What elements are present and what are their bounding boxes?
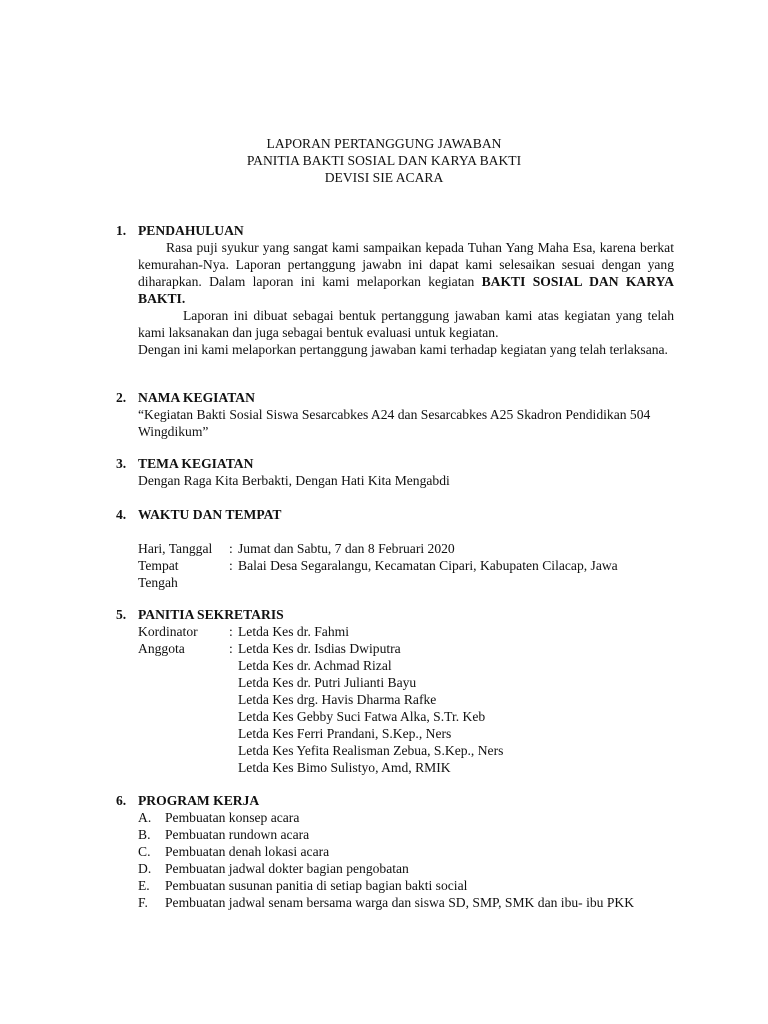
program-item-letter: C. bbox=[138, 844, 151, 859]
section-number: 4. bbox=[116, 507, 127, 522]
section-heading bbox=[116, 506, 676, 523]
hari-tanggal-label: Hari, Tanggal bbox=[138, 541, 213, 556]
paragraph-1 bbox=[138, 239, 674, 307]
paragraph-1-text: Rasa puji syukur yang sangat kami sampaikan kepada Tuhan Yang Maha Esa, karena berkat kemurahan-Nya. Laporan pertanggung jawabn ini dapat kami selesaikan sesuai dengan yang diharapkan. Dalam laporan ini kami melaporkan kegiatan bbox=[138, 240, 674, 289]
program-item-text: Pembuatan konsep acara bbox=[165, 810, 300, 825]
program-item bbox=[138, 860, 674, 877]
program-item-letter: A. bbox=[138, 810, 152, 825]
kordinator-value: Letda Kes dr. Fahmi bbox=[238, 624, 349, 639]
title-line-1: LAPORAN PERTANGGUNG JAWABAN bbox=[266, 136, 502, 151]
paragraph-1-bold: BAKTI SOSIAL DAN KARYA BAKTI. bbox=[138, 274, 674, 306]
tempat-value: Balai Desa Segaralangu, Kecamatan Cipari, Kabupaten Cilacap, Jawa bbox=[238, 558, 618, 573]
tempat-row bbox=[138, 557, 674, 574]
section-title: TEMA KEGIATAN bbox=[138, 456, 254, 471]
section-panitia bbox=[116, 606, 676, 776]
anggota-item: Letda Kes Gebby Suci Fatwa Alka, S.Tr. Keb bbox=[238, 709, 486, 724]
document-title bbox=[0, 135, 768, 186]
section-heading bbox=[116, 222, 676, 239]
anggota-row bbox=[138, 640, 674, 776]
hari-tanggal-colon: : bbox=[229, 541, 233, 556]
section-heading bbox=[116, 606, 676, 623]
anggota-item: Letda Kes Yefita Realisman Zebua, S.Kep., Ners bbox=[238, 743, 504, 758]
tempat-continuation: Tengah bbox=[138, 575, 178, 590]
section-number: 6. bbox=[116, 793, 127, 808]
tempat-label: Tempat bbox=[138, 558, 179, 573]
section-number: 1. bbox=[116, 223, 127, 238]
section-nama-kegiatan bbox=[116, 389, 676, 440]
section-heading bbox=[116, 792, 676, 809]
section-heading bbox=[116, 455, 676, 472]
program-item-text: Pembuatan jadwal dokter bagian pengobatan bbox=[165, 861, 409, 876]
tema-kegiatan-text: Dengan Raga Kita Berbakti, Dengan Hati Kita Mengabdi bbox=[138, 473, 450, 488]
section-title: PENDAHULUAN bbox=[138, 223, 244, 238]
section-title: NAMA KEGIATAN bbox=[138, 390, 255, 405]
anggota-item: Letda Kes dr. Achmad Rizal bbox=[238, 658, 392, 673]
kordinator-label: Kordinator bbox=[138, 624, 198, 639]
program-item-letter: B. bbox=[138, 827, 151, 842]
kordinator-colon: : bbox=[229, 624, 233, 639]
section-title: PANITIA SEKRETARIS bbox=[138, 607, 284, 622]
program-item bbox=[138, 843, 674, 860]
anggota-item: Letda Kes drg. Havis Dharma Rafke bbox=[238, 692, 437, 707]
hari-tanggal-value: Jumat dan Sabtu, 7 dan 8 Februari 2020 bbox=[238, 541, 455, 556]
anggota-item: Letda Kes Bimo Sulistyo, Amd, RMIK bbox=[238, 760, 451, 775]
program-item bbox=[138, 809, 674, 826]
tempat-colon: : bbox=[229, 558, 233, 573]
program-item-letter: F. bbox=[138, 895, 148, 910]
anggota-list bbox=[238, 640, 674, 776]
section-title: WAKTU DAN TEMPAT bbox=[138, 507, 282, 522]
program-item bbox=[138, 877, 674, 894]
program-item bbox=[138, 826, 674, 843]
section-tema-kegiatan bbox=[116, 455, 676, 489]
section-number: 2. bbox=[116, 390, 127, 405]
program-item-text: Pembuatan jadwal senam bersama warga dan siswa SD, SMP, SMK dan ibu- ibu PKK bbox=[165, 895, 635, 910]
program-item-letter: D. bbox=[138, 861, 152, 876]
section-title: PROGRAM KERJA bbox=[138, 793, 260, 808]
anggota-item: Letda Kes Ferri Prandani, S.Kep., Ners bbox=[238, 726, 452, 741]
anggota-colon: : bbox=[229, 641, 233, 656]
section-number: 3. bbox=[116, 456, 127, 471]
program-item-text: Pembuatan susunan panitia di setiap bagian bakti social bbox=[165, 878, 468, 893]
section-waktu-tempat bbox=[116, 506, 676, 591]
section-program-kerja bbox=[116, 792, 676, 911]
paragraph-3: Dengan ini kami melaporkan pertanggung jawaban kami terhadap kegiatan yang telah terlaksana. bbox=[138, 342, 668, 357]
program-item bbox=[138, 894, 674, 911]
section-number: 5. bbox=[116, 607, 127, 622]
program-item-letter: E. bbox=[138, 878, 150, 893]
section-pendahuluan bbox=[116, 222, 676, 358]
anggota-item: Letda Kes dr. Isdias Dwiputra bbox=[238, 641, 401, 656]
hari-tanggal-row bbox=[138, 540, 674, 557]
kordinator-row bbox=[138, 623, 674, 640]
section-heading bbox=[116, 389, 676, 406]
nama-kegiatan-text: “Kegiatan Bakti Sosial Siswa Sesarcabkes A24 dan Sesarcabkes A25 Skadron Pendidikan 504 Wingdikum” bbox=[138, 407, 651, 439]
paragraph-2: Laporan ini dibuat sebagai bentuk pertanggung jawaban kami atas kegiatan yang telah kami laksanakan dan juga sebagai bentuk evaluasi untuk kegiatan. bbox=[138, 308, 674, 340]
title-line-2: PANITIA BAKTI SOSIAL DAN KARYA BAKTI bbox=[246, 153, 522, 168]
title-line-3: DEVISI SIE ACARA bbox=[324, 170, 444, 185]
anggota-item: Letda Kes dr. Putri Julianti Bayu bbox=[238, 675, 417, 690]
program-item-text: Pembuatan denah lokasi acara bbox=[165, 844, 330, 859]
program-item-text: Pembuatan rundown acara bbox=[165, 827, 310, 842]
anggota-label: Anggota bbox=[138, 641, 185, 656]
